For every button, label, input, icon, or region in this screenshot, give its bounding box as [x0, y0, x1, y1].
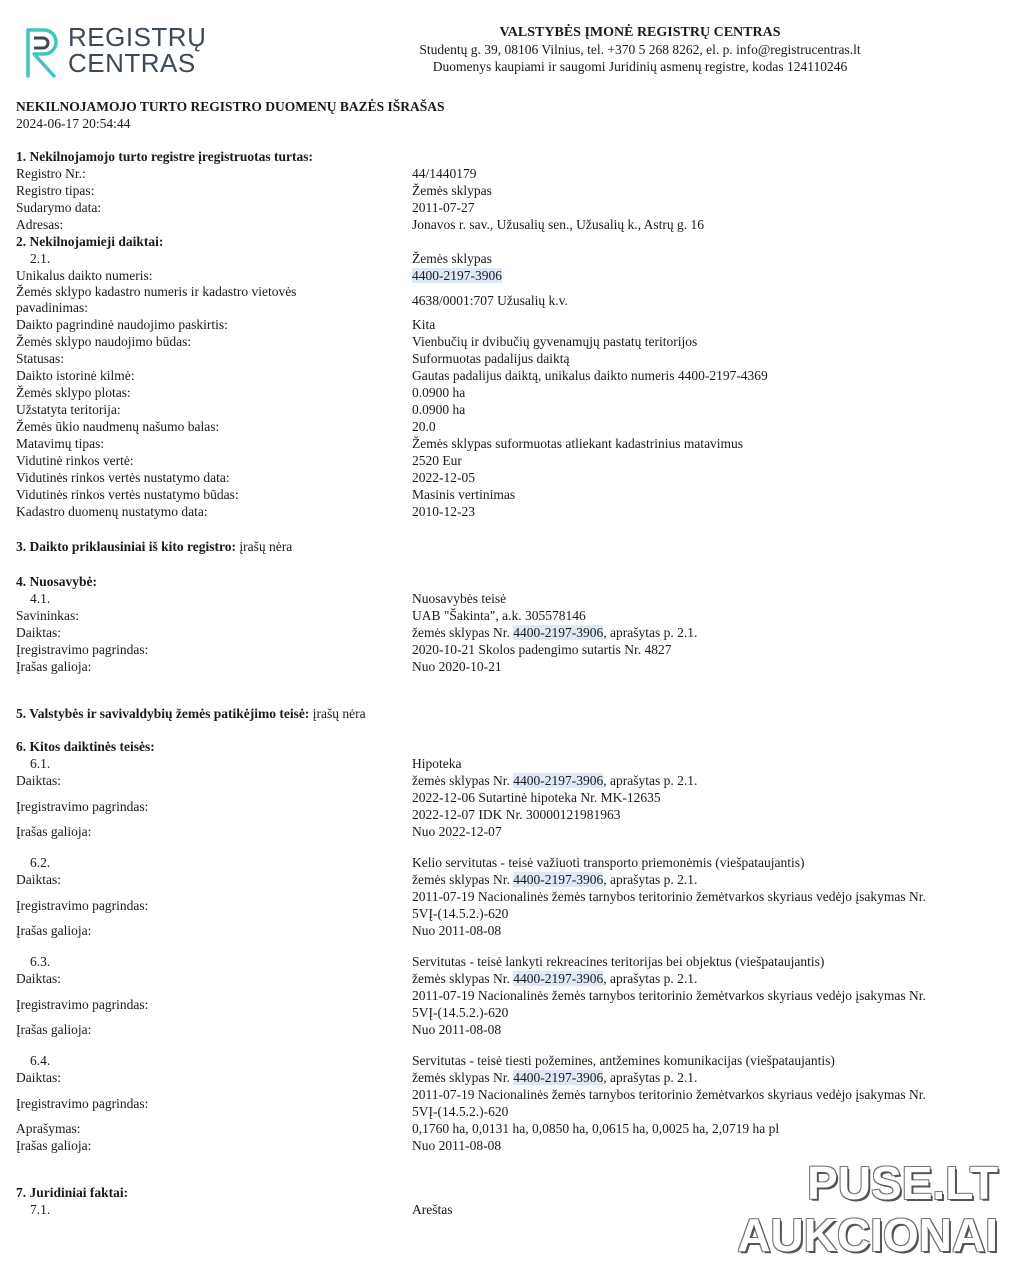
field-label: Įrašas galioja:	[16, 1022, 92, 1037]
object-id: 4400-2197-3906	[513, 1070, 604, 1085]
watermark-line-1: PUSE.LT	[807, 1157, 998, 1209]
basis-line: 5VĮ-(14.5.2.)-620	[412, 906, 509, 921]
field-row	[16, 624, 1006, 641]
field-label: Daikto istorinė kilmė:	[16, 368, 135, 383]
field-value: 2520 Eur	[412, 453, 462, 468]
org-registry: Duomenys kaupiami ir saugomi Juridinių asmenų registre, kodas 124110246	[432, 59, 848, 74]
object-suffix: , aprašytas p. 2.1.	[603, 625, 698, 640]
document-header	[0, 0, 1026, 90]
field-label: Įregistravimo pagrindas:	[16, 897, 149, 913]
field-value: 2011-07-27	[412, 200, 475, 215]
section-ownership	[16, 573, 1006, 675]
object-prefix: žemės sklypas Nr.	[412, 625, 510, 640]
field-label: Daiktas:	[16, 773, 61, 788]
basis-line: 5VĮ-(14.5.2.)-620	[412, 1104, 509, 1119]
entry-type: Nuosavybės teisė	[412, 591, 507, 606]
section-title: 2. Nekilnojamieji daiktai:	[16, 234, 164, 249]
field-row	[16, 418, 1006, 435]
object-suffix: , aprašytas p. 2.1.	[603, 872, 698, 887]
section-state-land-trust	[16, 705, 1006, 722]
field-label: Įrašas galioja:	[16, 1138, 92, 1153]
right-entry	[16, 755, 1006, 840]
basis-line: 5VĮ-(14.5.2.)-620	[412, 1005, 509, 1020]
object-suffix: , aprašytas p. 2.1.	[603, 971, 698, 986]
field-label: Daiktas:	[16, 872, 61, 887]
field-label: Žemės sklypo kadastro numeris ir kadastro vietovės pavadinimas:	[16, 284, 297, 315]
valid-value: Nuo 2020-10-21	[412, 659, 502, 674]
field-label: Statusas:	[16, 351, 65, 366]
object-id: 4400-2197-3906	[513, 971, 604, 986]
object-prefix: žemės sklypas Nr.	[412, 1070, 510, 1085]
document-body	[16, 98, 1006, 1218]
basis-line: 2022-12-07 IDK Nr. 30000121981963	[412, 807, 621, 822]
field-value: Žemės sklypas	[412, 183, 492, 198]
field-value: 0.0900 ha	[412, 385, 466, 400]
field-row	[16, 267, 1006, 284]
entry-number: 6.2.	[30, 855, 51, 870]
section-accessories	[16, 538, 1006, 555]
field-label: Sudarymo data:	[16, 200, 102, 215]
object-id: 4400-2197-3906	[513, 773, 604, 788]
field-label: Vidutinė rinkos vertė:	[16, 453, 134, 468]
field-value: Jonavos r. sav., Užusalių sen., Užusalių k., Astrų g. 16	[412, 217, 704, 232]
field-row	[16, 182, 1006, 199]
field-row	[16, 384, 1006, 401]
entry-number-row	[16, 250, 1006, 267]
object-suffix: , aprašytas p. 2.1.	[603, 1070, 698, 1085]
field-label: Įrašas galioja:	[16, 824, 92, 839]
field-value: 4638/0001:707 Užusalių k.v.	[412, 292, 568, 308]
field-label: Adresas:	[16, 217, 64, 232]
object-suffix: , aprašytas p. 2.1.	[603, 773, 698, 788]
object-prefix: žemės sklypas Nr.	[412, 971, 510, 986]
entry-type: Žemės sklypas	[412, 251, 492, 266]
section-title: 6. Kitos daiktinės teisės:	[16, 739, 155, 754]
field-row	[16, 503, 1006, 520]
entry-number-row	[16, 590, 1006, 607]
field-row	[16, 401, 1006, 418]
entry-number: 6.4.	[30, 1053, 51, 1068]
field-label: Unikalus daikto numeris:	[16, 268, 153, 283]
field-label: Kadastro duomenų nustatymo data:	[16, 504, 208, 519]
basis-line: 2011-07-19 Nacionalinės žemės tarnybos teritorinio žemėtvarkos skyriaus vedėjo įsakymas Nr.	[412, 889, 926, 904]
valid-value: Nuo 2011-08-08	[412, 923, 502, 938]
object-prefix: žemės sklypas Nr.	[412, 773, 510, 788]
section-note: įrašų nėra	[239, 539, 293, 554]
field-label: Žemės ūkio naudmenų našumo balas:	[16, 419, 220, 434]
watermark-line-2: AUKCIONAI	[737, 1209, 998, 1261]
basis-line: 2011-07-19 Nacionalinės žemės tarnybos teritorinio žemėtvarkos skyriaus vedėjo įsakymas Nr.	[412, 988, 926, 1003]
field-label: Įrašas galioja:	[16, 923, 92, 938]
field-row	[16, 333, 1006, 350]
section-title: 1. Nekilnojamojo turto registre įregistruotas turtas:	[16, 149, 313, 164]
entry-number: 7.1.	[30, 1202, 51, 1217]
field-row	[16, 469, 1006, 486]
document-date: 2024-06-17 20:54:44	[16, 116, 131, 131]
field-label: Registro Nr.:	[16, 166, 86, 181]
valid-value: Nuo 2022-12-07	[412, 824, 502, 839]
field-label: Įregistravimo pagrindas:	[16, 642, 149, 657]
description-value: 0,1760 ha, 0,0131 ha, 0,0850 ha, 0,0615 ha, 0,0025 ha, 2,0719 ha pl	[412, 1121, 780, 1136]
logo-wordmark	[68, 24, 206, 76]
entry-number: 6.1.	[30, 756, 51, 771]
field-row	[16, 658, 1006, 675]
field-value: 2022-12-05	[412, 470, 475, 485]
field-value: Žemės sklypas suformuotas atliekant kadastrinius matavimus	[412, 436, 744, 451]
object-prefix: žemės sklypas Nr.	[412, 872, 510, 887]
field-label: Vidutinės rinkos vertės nustatymo būdas:	[16, 487, 239, 502]
right-entry	[16, 1052, 1006, 1154]
field-label: Žemės sklypo plotas:	[16, 385, 131, 400]
section-registered-property	[16, 148, 1006, 233]
field-row	[16, 607, 1006, 624]
field-label: Matavimų tipas:	[16, 436, 105, 451]
document-title: NEKILNOJAMOJO TURTO REGISTRO DUOMENŲ BAZĖS IŠRAŠAS	[16, 99, 445, 114]
field-row	[16, 284, 1006, 316]
field-row	[16, 216, 1006, 233]
field-label: Vidutinės rinkos vertės nustatymo data:	[16, 470, 230, 485]
entry-type: Hipoteka	[412, 756, 462, 771]
field-label: Daiktas:	[16, 971, 61, 986]
right-entry	[16, 953, 1006, 1038]
basis-line: 2022-12-06 Sutartinė hipoteka Nr. MK-12635	[412, 790, 661, 805]
unique-object-number: 4400-2197-3906	[412, 268, 502, 283]
registru-centras-logo	[22, 22, 207, 82]
field-label: Daikto pagrindinė naudojimo paskirtis:	[16, 317, 228, 332]
entry-type: Servitutas - teisė lankyti rekreacines teritorijas bei objektus (viešpataujantis)	[412, 954, 825, 969]
valid-value: Nuo 2011-08-08	[412, 1022, 502, 1037]
field-label: Daiktas:	[16, 625, 61, 640]
field-label: Aprašymas:	[16, 1121, 81, 1136]
logo-line-2: CENTRAS	[68, 48, 196, 78]
object-id: 4400-2197-3906	[513, 625, 604, 640]
entry-type: Kelio servitutas - teisė važiuoti transporto priemonėmis (viešpataujantis)	[412, 855, 805, 870]
section-title: 5. Valstybės ir savivaldybių žemės patikėjimo teisė:	[16, 706, 310, 721]
section-title: 4. Nuosavybė:	[16, 574, 98, 589]
field-row	[16, 165, 1006, 182]
logo-line-1: REGISTRŲ	[68, 22, 207, 52]
valid-value: Nuo 2011-08-08	[412, 1138, 502, 1153]
organization-block	[380, 24, 900, 75]
entry-type: Areštas	[412, 1202, 453, 1217]
field-value: 0.0900 ha	[412, 402, 466, 417]
section-note: įrašų nėra	[312, 706, 366, 721]
field-value: Masinis vertinimas	[412, 487, 516, 502]
basis-line: 2011-07-19 Nacionalinės žemės tarnybos teritorinio žemėtvarkos skyriaus vedėjo įsakymas Nr.	[412, 1087, 926, 1102]
org-name: VALSTYBĖS ĮMONĖ REGISTRŲ CENTRAS	[499, 25, 781, 40]
field-value: 20.0	[412, 419, 436, 434]
field-label: Užstatyta teritorija:	[16, 402, 121, 417]
entry-number: 6.3.	[30, 954, 51, 969]
field-label: Daiktas:	[16, 1070, 61, 1085]
object-id: 4400-2197-3906	[513, 872, 604, 887]
field-value: Suformuotas padalijus daiktą	[412, 351, 570, 366]
field-row	[16, 199, 1006, 216]
section-title: 3. Daikto priklausiniai iš kito registro:	[16, 539, 237, 554]
entry-number: 4.1.	[30, 591, 51, 606]
basis-value: 2020-10-21 Skolos padengimo sutartis Nr. 4827	[412, 642, 672, 657]
org-address: Studentų g. 39, 08106 Vilnius, tel. +370 5 268 8262, el. p. info@registrucentras.lt	[419, 42, 861, 57]
field-label: Įregistravimo pagrindas:	[16, 996, 149, 1012]
field-value: Vienbučių ir dvibučių gyvenamųjų pastatų teritorijos	[412, 334, 698, 349]
entry-type: Servitutas - teisė tiesti požemines, antžemines komunikacijas (viešpataujantis)	[412, 1053, 835, 1068]
field-label: Žemės sklypo naudojimo būdas:	[16, 334, 192, 349]
section-other-rights	[16, 738, 1006, 1154]
field-row	[16, 435, 1006, 452]
field-label: Įregistravimo pagrindas:	[16, 798, 149, 814]
field-label: Įregistravimo pagrindas:	[16, 1095, 149, 1111]
field-row	[16, 367, 1006, 384]
owner-value: UAB "Šakinta", a.k. 305578146	[412, 608, 586, 623]
section-title: 7. Juridiniai faktai:	[16, 1185, 129, 1200]
entry-number: 2.1.	[30, 251, 51, 266]
right-entry	[16, 854, 1006, 939]
field-label: Savininkas:	[16, 608, 79, 623]
field-row	[16, 316, 1006, 333]
field-row	[16, 486, 1006, 503]
field-label: Registro tipas:	[16, 183, 95, 198]
field-row	[16, 452, 1006, 469]
field-value: 44/1440179	[412, 166, 477, 181]
field-row	[16, 641, 1006, 658]
logo-mark-icon	[22, 26, 62, 78]
field-value: 2010-12-23	[412, 504, 475, 519]
field-row	[16, 350, 1006, 367]
field-value: Kita	[412, 317, 436, 332]
section-real-estate-objects	[16, 233, 1006, 520]
field-value: Gautas padalijus daiktą, unikalus daikto numeris 4400-2197-4369	[412, 368, 768, 383]
field-label: Įrašas galioja:	[16, 659, 92, 674]
